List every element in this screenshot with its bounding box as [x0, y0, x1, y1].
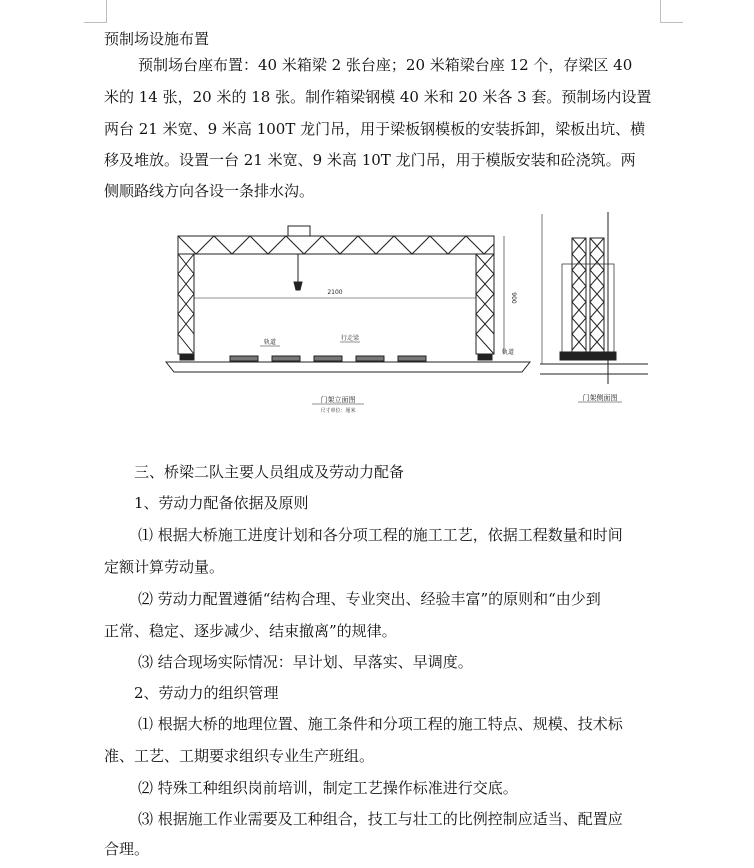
- side-view-caption: 门架侧面图: [582, 394, 618, 402]
- front-view-subcaption: 尺寸单位：厘米: [320, 408, 356, 414]
- annotation-label: 行走梁: [340, 335, 360, 342]
- list-item-line: ⑴ 根据大桥施工进度计划和各分项工程的施工工艺，依据工程数量和时间: [138, 526, 623, 544]
- heading-precast-yard: 预制场设施布置: [104, 30, 210, 48]
- ground-base: [166, 362, 530, 372]
- span-dimension-label: 2100: [327, 289, 343, 296]
- front-view-caption: 门架立面图: [320, 396, 356, 404]
- paragraph-line: 米的 14 张，20 米的 18 张。制作箱梁钢模 40 米和 20 米各 3 套。预制场内设置: [104, 88, 652, 106]
- list-item-line: 准、工艺、工期要求组织专业生产班组。: [104, 747, 375, 765]
- gantry-crane-svg: [160, 204, 660, 420]
- gantry-crane-drawing: [160, 204, 660, 420]
- list-item-line: ⑵ 特殊工种组织岗前培训，制定工艺操作标准进行交底。: [138, 779, 518, 797]
- hook: [294, 282, 302, 290]
- paragraph-line: 移及堆放。设置一台 21 米宽、9 米高 10T 龙门吊，用于模版安装和砼浇筑。两: [104, 151, 636, 169]
- subsection-title: 1、劳动力配备依据及原则: [134, 494, 309, 512]
- list-item-line: 合理。: [104, 840, 150, 858]
- annotation-label: 轨道: [501, 349, 515, 356]
- list-item-line: 定额计算劳动量。: [104, 558, 225, 576]
- list-item-line: ⑴ 根据大桥的地理位置、施工条件和分项工程的施工特点、规模、技术标: [138, 715, 623, 733]
- paragraph-line: 两台 21 米宽、9 米高 100T 龙门吊，用于梁板钢模板的安装拆卸，梁板出坑、横: [104, 120, 646, 138]
- list-item-line: ⑵ 劳动力配置遵循“结构合理、专业突出、经验丰富”的原则和“由少到: [138, 590, 601, 608]
- margin-corner-mark: [660, 0, 683, 23]
- side-wheel-bogie: [560, 352, 616, 360]
- annotation-label: 轨道: [263, 339, 277, 346]
- height-dimension-label: 900: [510, 292, 517, 304]
- list-item-line: ⑶ 结合现场实际情况：早计划、早落实、早调度。: [138, 653, 473, 671]
- paragraph-line: 预制场台座布置：40 米箱梁 2 张台座；20 米箱梁台座 12 个，存梁区 40: [138, 56, 633, 74]
- list-item-line: ⑶ 根据施工作业需要及工种组合，技工与壮工的比例控制应适当、配置应: [138, 810, 623, 828]
- top-beam-lattice: [178, 236, 494, 254]
- subsection-title: 2、劳动力的组织管理: [134, 684, 279, 702]
- list-item-line: 正常、稳定、逐步减少、结束撤离”的规律。: [104, 622, 397, 640]
- margin-corner-mark: [84, 0, 107, 23]
- gantry-top-beam: [178, 236, 494, 254]
- hoist-trolley: [288, 226, 310, 236]
- section-title: 三、桥梁二队主要人员组成及劳动力配备: [134, 463, 405, 481]
- paragraph-line: 侧顺路线方向各设一条排水沟。: [104, 182, 315, 200]
